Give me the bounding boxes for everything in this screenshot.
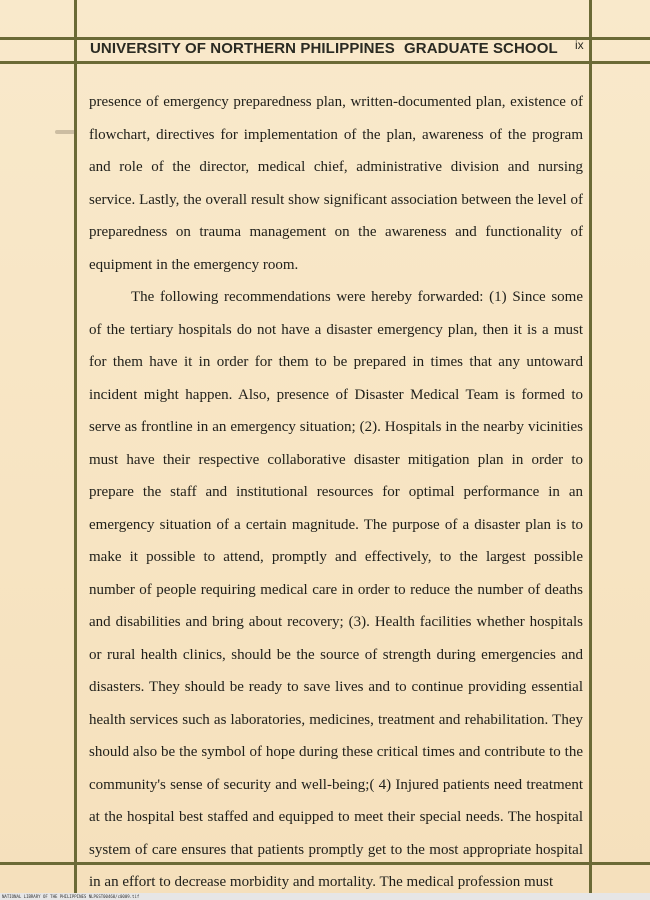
left-margin-line <box>74 0 77 900</box>
scan-smudge <box>55 130 75 134</box>
paragraph-1: presence of emergency preparedness plan, written-documented plan, existence of flowchart, directives for implementation of the plan, awareness of the program and role of the director, medical chief, administrative division and nursing service. Lastly, the overall result show significant association between the level of preparedness on trauma management on the awareness and functionality of equipment in the emergency room. <box>89 94 583 273</box>
right-margin-line <box>589 0 592 900</box>
page-number: ix <box>575 38 584 52</box>
header-underline <box>0 61 650 64</box>
scan-footer-strip <box>0 893 650 900</box>
page-header <box>90 40 590 60</box>
school-name: GRADUATE SCHOOL <box>404 40 558 57</box>
body-text <box>89 86 583 899</box>
scan-label: NATIONAL LIBRARY OF THE PHILIPPINES NLPGST00460/c0009.tif <box>2 894 140 899</box>
paragraph-2: The following recommendations were hereby forwarded: (1) Since some of the tertiary hospitals do not have a disaster emergency plan, then it is a must for them have it in order for them to be prepared in times that any untoward incident might happen. Also, presence of Disaster Medical Team is formed to serve as frontline in an emergency situation; (2). Hospitals in the nearby vicinities must have their respective collaborative disaster mitigation plan in order to prepare the staff and institutional resources for optimal performance in an emergency situation of a certain magnitude. The purpose of a disaster plan is to make it possible to attend, promptly and effectively, to the largest possible number of people requiring medical care in order to reduce the number of deaths and disabilities and bring about recovery; (3). Health facilities whether hospitals or rural health clinics, should be the source of strength during emergencies and disasters. They should be ready to save lives and to continue providing essential health services such as laboratories, medicines, treatment and rehabilitation. They should also be the symbol of hope during these critical times and contribute to the community's sense of security and well-being;( 4) Injured patients need treatment at the hospital best staffed and equipped to meet their special needs. The hospital system of care ensures that patients promptly get to the most appropriate hospital in an effort to decrease morbidity and mortality. The medical profession must <box>89 289 583 890</box>
university-name: UNIVERSITY OF NORTHERN PHILIPPINES <box>90 40 395 57</box>
